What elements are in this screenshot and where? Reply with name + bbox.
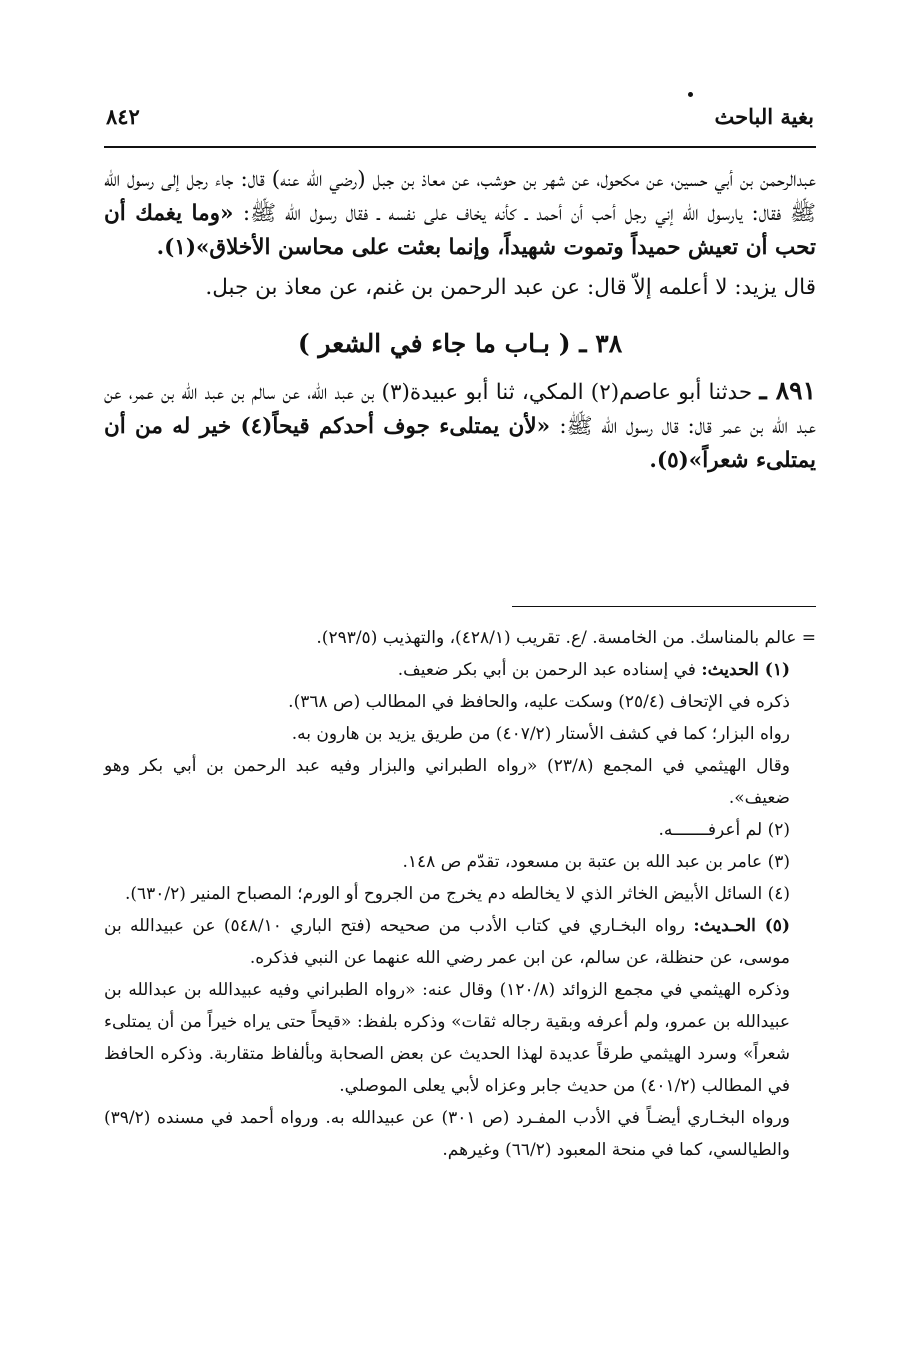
footnote-text: رواه البخـاري في كتاب الأدب من صحيحه (فتح الباري ٥٤٨/١٠) عن عبيدالله بن موسى، عن حنظلة، عن سالم، عن ابن عمر رضي الله عنهما عن النبي فذكره. (104, 916, 790, 968)
paragraph-hadith-890 (104, 163, 816, 265)
paragraph-hadith-891 (104, 374, 816, 478)
footnote-4: (٤) السائل الأبيض الخاثر الذي لا يخالطه دم يخرج من الجروح أو الورم؛ المصباح المنير (٦٣٠/٢). (124, 884, 790, 904)
main-text (104, 163, 816, 478)
footnote-1-line: رواه البزار؛ كما في كشف الأستار (٤٠٧/٢) من طريق يزيد بن هارون به. (291, 724, 790, 744)
footnote-5 (104, 910, 816, 974)
footnote-rule (512, 606, 816, 607)
footnote-label: (١) الحديث: (701, 660, 790, 680)
page-header (106, 98, 814, 134)
footnote-5-line: ورواه البخـاري أيضـاً في الأدب المفـرد (ص ٣٠١) عن عبيدالله به. ورواه أحمد في مسنده (٣٩/٢) والطيالسي، كما في منحة المعبود (٦٦/٢) وغيرهم. (104, 1108, 791, 1160)
isnad-text: عبدالرحمن بن أبي حسين، عن مكحول، عن شهر بن حوشب، عن معاذ بن جبل (رضي الله عنه) قال: جاء رجل إلى رسول الله ﷺ فقال: يارسول الله إني رجل أحب أن أحمد ـ كأنه يخاف على نفسه ـ فقال رسول الله ﷺ: (104, 167, 816, 226)
footnote-5-line: وذكره الهيثمي في مجمع الزوائد (١٢٠/٨) وقال عنه: «رواه الطبراني وفيه عبيدالله بن عبدالله بن عبيدالله بن عمرو، ولم أعرفه وبقية رجاله ثقات» وذكره بلفظ: «قيحاً حتى يراه خيراً من أن يمتلىء شعراً» وسرد الهيثمي طرقاً عديدة لهذا الحديث عن بعض الصحابة وبألفاظ متقاربة. وذكره الحافظ في المطالب (٤٠١/٢) من حديث جابر وعزاه لأبي يعلى الموصلي. (104, 980, 790, 1096)
footnote-continuation: = عالم بالمناسك. من الخامسة. /ع. تقريب (٤٢٨/١)، والتهذيب (٢٩٣/٥). (316, 628, 816, 648)
footnote-1 (104, 654, 816, 686)
ink-dot (688, 92, 693, 97)
footnotes (104, 622, 816, 1166)
hadith-quote: «وما يغمك أن تحب أن تعيش حميداً وتموت شهيداً، وإنما بعثت على محاسن الأخلاق»(١). (104, 201, 816, 260)
footnote-1-line: وقال الهيثمي في المجمع (٢٣/٨) «رواه الطبراني والبزار وفيه عبد الرحمن بن أبي بكر وهو ضعيف». (104, 756, 790, 808)
footnote-2: (٢) لم أعرفـــــــه. (658, 820, 790, 840)
paragraph-note: قال يزيد: لا أعلمه إلاّ قال: عن عبد الرحمن بن غنم، عن معاذ بن جبل. (205, 275, 816, 300)
page-number: ٨٤٢ (106, 103, 140, 129)
section-title: ٣٨ ـ ( بـاب ما جاء في الشعر ) (297, 329, 623, 358)
footnote-text: في إسناده عبد الرحمن بن أبي بكر ضعيف. (397, 660, 702, 680)
footnote-3: (٣) عامر بن عبد الله بن عتبة بن مسعود، تقدّم ص ١٤٨. (402, 852, 790, 872)
isnad-text: حدثنا أبو عاصم(٢) المكي، ثنا أبو عبيدة(٣) بن عبد الله، عن سالم بن عبد الله بن عمر، عن عبد الله بن عمر قال: قال رسول الله ﷺ: (104, 380, 817, 439)
hadith-number: ٨٩١ ـ (759, 376, 817, 405)
book-title: بغية الباحث (714, 103, 814, 129)
hadith-quote: «لأن يمتلىء جوف أحدكم قيحاً(٤) خير له من أن يمتلىء شعراً»(٥). (104, 414, 816, 473)
header-rule (104, 146, 816, 148)
footnote-1-line: ذكره في الإتحاف (٢٥/٤) وسكت عليه، والحافظ في المطالب (ص ٣٦٨). (288, 692, 790, 712)
footnote-label: (٥) الحـديث: (693, 916, 790, 936)
